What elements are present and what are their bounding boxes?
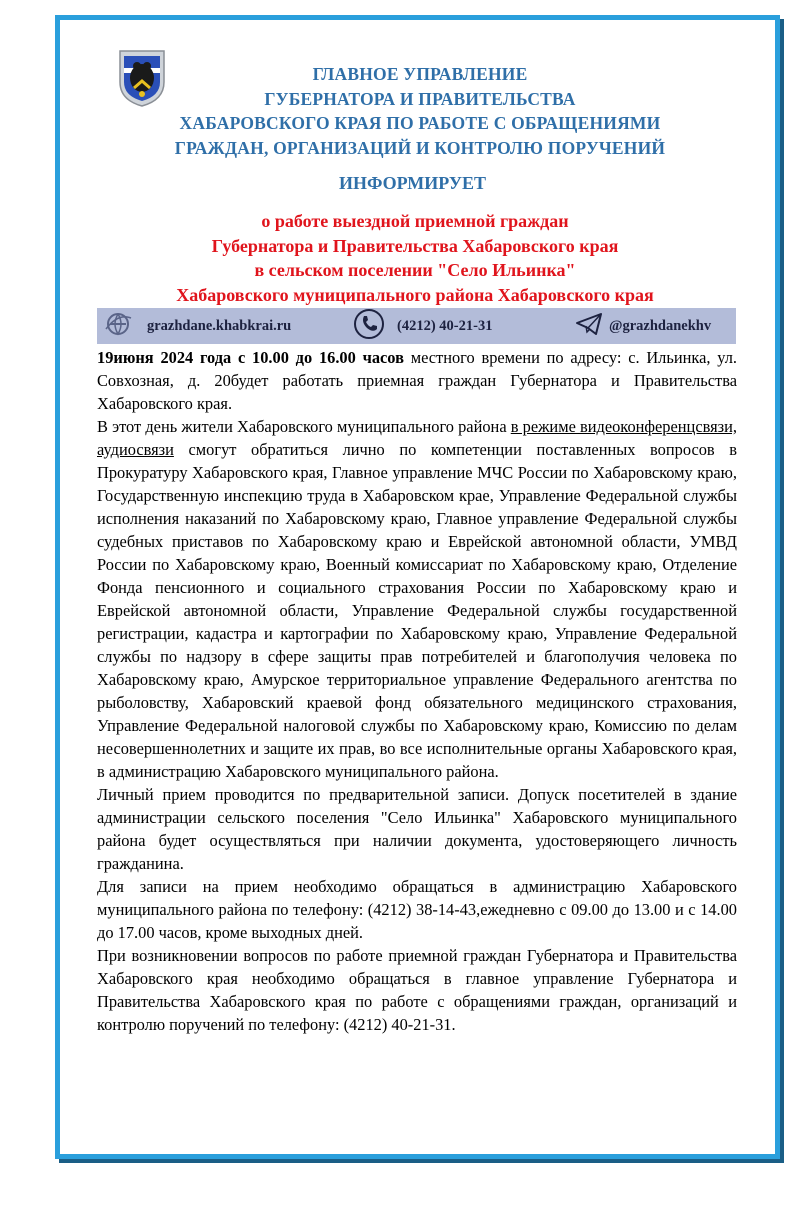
subject-line: о работе выездной приемной граждан xyxy=(261,211,569,231)
paragraph-registration: Для записи на прием необходимо обращаться в администрацию Хабаровского муниципального района по телефону: (4212) 38-14-43,ежедневно с 09.00 до 13.00 и с 14.00 до 17.00 часов, кроме выходных дней. xyxy=(97,877,737,942)
phone-text: (4212) 40-21-31 xyxy=(397,317,493,334)
website-text: grazhdane.khabkrai.ru xyxy=(147,317,292,334)
paragraph-agencies xyxy=(97,415,737,783)
paragraph-text: смогут обратиться лично по компетенции поставленных вопросов в Прокуратуру Хабаровского края, Главное управление МЧС России по Хабаровскому краю, Государственную инспекцию труда в Хабаровском крае, Управление Федеральной службы исполнения наказаний по Хабаровскому краю, Главное управление Федеральной службы судебных приставов по Хабаровскому краю и Еврейской автономной области, УМВД России по Хабаровскому краю, Военный комиссариат по Хабаровскому краю, Отделение Фонда пенсионного и социального страхования России по Хабаровскому краю и Еврейской автономной области, Управление Федеральной службы государственной регистрации, кадастра и картографии по Хабаровскому краю, Управление Федеральной службы по надзору в сфере защиты прав потребителей и благополучия человека по Хабаровскому краю, Амурское территориальное управление Федерального агентства по рыболовству, Хабаровский краевой фонд обязательного медицинского страхования, Управление Федеральной налоговой службы по Хабаровскому краю, Комиссию по делам несовершеннолетних и защите их прав, во все исполнительные органы Хабаровского края, в администрацию Хабаровского муниципального района. xyxy=(97,440,737,781)
subject-line: Губернатора и Правительства Хабаровского края xyxy=(211,235,619,256)
paragraph-questions: При возникновении вопросов по работе приемной граждан Губернатора и Правительства Хабаровского края необходимо обращаться в главное управление Губернатора и Правительства Хабаровского края по работе с обращениями граждан, организаций и контролю поручений по телефону: (4212) 40-21-31. xyxy=(97,946,737,1034)
contact-telegram[interactable] xyxy=(575,312,711,341)
informs-heading: ИНФОРМИРУЕТ xyxy=(338,173,487,193)
ie-globe-icon xyxy=(103,309,133,344)
department-title-line: ГРАЖДАН, ОРГАНИЗАЦИЙ И КОНТРОЛЮ ПОРУЧЕНИЙ xyxy=(174,137,666,158)
department-title-line: ХАБАРОВСКОГО КРАЯ ПО РАБОТЕ С ОБРАЩЕНИЯМИ xyxy=(179,113,661,133)
phone-icon xyxy=(353,308,385,345)
date-time-bold: 19июня 2024 года с 10.00 до 16.00 часов xyxy=(97,348,404,367)
subject-heading xyxy=(110,209,720,307)
subject-line: в сельском поселении "Село Ильинка" xyxy=(254,260,576,280)
department-title-line: ГЛАВНОЕ УПРАВЛЕНИЕ xyxy=(312,64,528,84)
announcement-body xyxy=(97,346,737,1036)
paragraph-admission: Личный прием проводится по предварительной записи. Допуск посетителей в здание администрации сельского поселения "Село Ильинка" Хабаровского муниципального района будет осуществляться при наличии документа, удостоверяющего личность гражданина. xyxy=(97,785,737,873)
subject-line: Хабаровского муниципального района Хабаровского края xyxy=(176,284,654,305)
contacts-bar xyxy=(97,308,736,344)
contact-website[interactable] xyxy=(103,309,291,344)
paragraph-schedule xyxy=(97,346,737,415)
telegram-text: @grazhdanekhv xyxy=(609,317,712,334)
video-mode-underlined: в режиме видеоконференцсвязи, аудиосвязи xyxy=(97,417,737,459)
department-title-line: ГУБЕРНАТОРА И ПРАВИТЕЛЬСТВА xyxy=(264,88,576,109)
paragraph-text: В этот день жители Хабаровского муниципального района xyxy=(97,417,511,436)
contact-phone[interactable] xyxy=(353,308,492,345)
department-title xyxy=(120,62,720,160)
paragraph-text: местного времени по адресу: с. Ильинка, ул. Совхозная, д. 20будет работать приемная граждан Губернатора и Правительства Хабаровского края. xyxy=(97,348,737,413)
telegram-icon xyxy=(575,312,603,341)
